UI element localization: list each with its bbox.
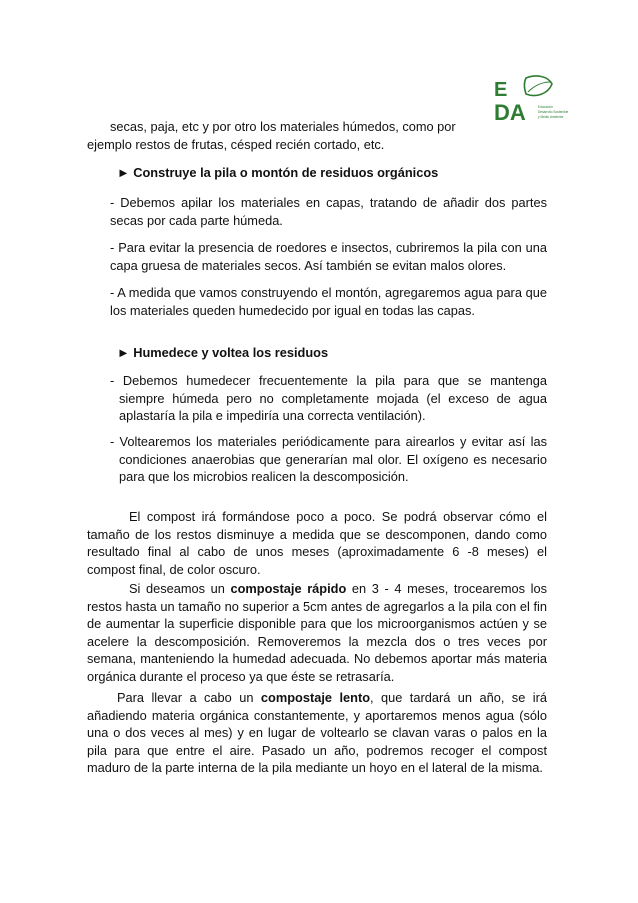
intro-line-1-text: secas, paja, etc y por otro los materiales húmedos, como por xyxy=(110,119,456,134)
intro-line-2 xyxy=(87,136,507,154)
leaf-icon xyxy=(525,76,553,96)
section-1-item-3-text: - A medida que vamos construyendo el montón, agregaremos agua para que los materiales queden humedecido por igual en todas las capas. xyxy=(110,285,547,318)
section-2-item-1-text: - Debemos humedecer frecuentemente la pila para que se mantenga siempre húmeda pero no completamente mojada (el exceso de agua aplastaría la pila e impediría una correcta ventilación). xyxy=(110,373,547,424)
paragraph-fast-before: Si deseamos un xyxy=(129,581,231,596)
section-2-title: Humedece y voltea los residuos xyxy=(133,345,329,360)
section-2-item-2-text: - Voltearemos los materiales periódicamente para airearlos y evitar así las condiciones anaerobias que generarían mal olor. El oxígeno es necesario para que los microbios realicen la descomposición. xyxy=(110,434,547,485)
eda-logo xyxy=(492,74,570,124)
paragraph-compost-forming xyxy=(87,508,547,578)
logo-caption-1: Educación xyxy=(538,105,553,109)
section-1-heading xyxy=(117,164,537,181)
section-1-item-1-text: - Debemos apilar los materiales en capas, tratando de añadir dos partes secas por cada parte húmeda. xyxy=(110,195,547,228)
logo-caption-3: y Medio Ambiente xyxy=(538,115,564,119)
section-2-heading xyxy=(117,344,537,361)
intro-line-2-text: ejemplo restos de frutas, césped recién cortado, etc. xyxy=(87,137,385,152)
paragraph-fast-composting xyxy=(87,580,547,686)
section-2-item-2 xyxy=(110,433,547,486)
fast-composting-term: compostaje rápido xyxy=(230,581,347,596)
section-1-title: Construye la pila o montón de residuos orgánicos xyxy=(133,165,439,180)
logo-letters-da: DA xyxy=(494,100,526,124)
paragraph-fast-after: en 3 - 4 meses, trocearemos los restos hasta un tamaño no superior a 5cm antes de agregarlos a la pila con el fin de aumentar la superficie disponible para que los microorganismos actúen y se acelere la descomposición. Removeremos la mezcla dos o tres veces por semana, manteniendo la humedad adecuada. No debemos aportar más materia orgánica durante el proceso ya que éste se retrasaría. xyxy=(87,581,548,684)
slow-composting-term: compostaje lento xyxy=(260,690,371,705)
paragraph-slow-after: , que tardará un año, se irá añadiendo materia orgánica constantemente, y aportaremos menos agua (sólo una o dos veces al mes) y en lugar de voltearlo se clavan varas o palos en la pila para que entre el aire. Pasado un año, podremos recoger el compost maduro de la parte interna de la pila mediante un hoyo en el lateral de la misma. xyxy=(87,690,547,776)
section-1-item-3 xyxy=(110,284,547,319)
paragraph-slow-before: Para llevar a cabo un xyxy=(117,690,261,705)
intro-line-1 xyxy=(110,118,478,136)
section-2-item-1 xyxy=(110,372,547,425)
logo-caption-2: Desarrollo Sostenible xyxy=(538,110,569,114)
section-1-item-1 xyxy=(110,194,547,229)
logo-letter-e: E xyxy=(494,79,508,101)
arrow-icon: ► xyxy=(117,345,130,360)
paragraph-slow-composting xyxy=(87,689,547,777)
arrow-icon: ► xyxy=(117,165,130,180)
section-1-item-2 xyxy=(110,239,547,274)
section-1-item-2-text: - Para evitar la presencia de roedores e insectos, cubriremos la pila con una capa gruesa de materiales secos. Así también se evitan malos olores. xyxy=(110,240,547,273)
paragraph-compost-forming-text: El compost irá formándose poco a poco. Se podrá observar cómo el tamaño de los restos disminuye a medida que se descomponen, dando como resultado final al cabo de unos meses (aproximadamente 6 -8 meses) el compost final, de color oscuro. xyxy=(87,509,547,577)
